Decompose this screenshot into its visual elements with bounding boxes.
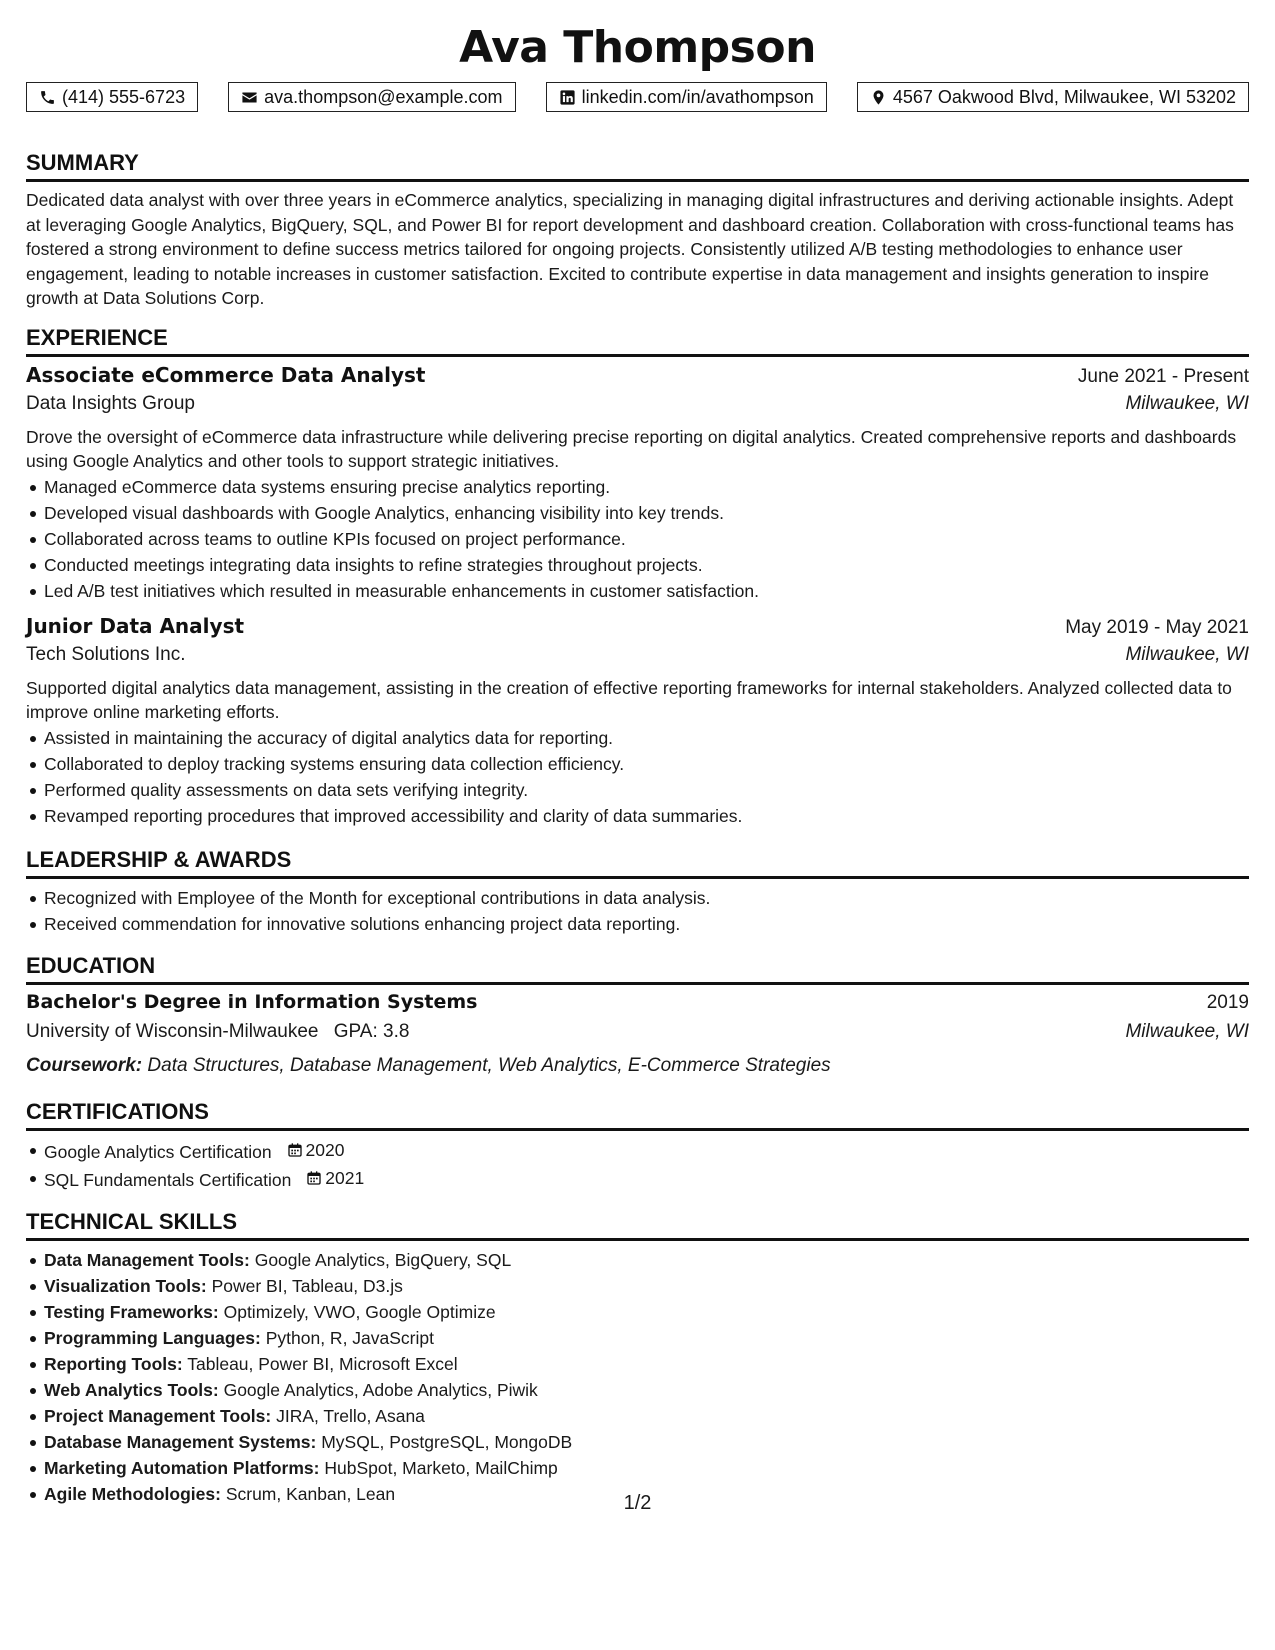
phone-text: (414) 555-6723 [62,86,186,107]
skill-value: Google Analytics, Adobe Analytics, Piwik [223,1379,538,1400]
job-company: Tech Solutions Inc. [26,643,186,665]
job-company: Data Insights Group [26,392,195,414]
map-pin-icon [870,89,887,106]
section-title-education: EDUCATION [26,953,1249,985]
skill-label: Web Analytics Tools: [44,1379,219,1400]
certification-year: 2020 [305,1139,345,1160]
skill-label: Reporting Tools: [44,1353,183,1374]
list-item: Led A/B test initiatives which resulted in measurable enhancements in customer satisfaction. [44,578,1249,604]
coursework-label: Coursework: [26,1054,143,1076]
section-title-certifications: CERTIFICATIONS [26,1099,1249,1131]
job-dates: June 2021 - Present [1077,365,1249,387]
school-name: University of Wisconsin-Milwaukee [26,1020,319,1042]
job-description: Drove the oversight of eCommerce data infrastructure while delivering precise reporting on digital analytics. Created comprehensive reports and dashboards using Google Analytics and other tools to support strategic initiatives. [26,426,1237,471]
job-location: Milwaukee, WI [1125,392,1249,414]
list-item: Performed quality assessments on data sets verifying integrity. [44,777,1249,803]
section-title-experience: EXPERIENCE [26,325,1249,357]
certification-list [26,1137,1249,1193]
list-item: Received commendation for innovative solutions enhancing project data reporting. [44,911,1249,937]
list-item [44,1377,1249,1403]
list-item: Managed eCommerce data systems ensuring precise analytics reporting. [44,474,1249,500]
list-item: Collaborated to deploy tracking systems ensuring data collection efficiency. [44,751,1249,777]
contact-phone[interactable] [26,82,198,112]
job-bullets [26,474,1249,604]
list-item: Assisted in maintaining the accuracy of digital analytics data for reporting. [44,725,1249,751]
coursework-list: Data Structures, Database Management, Web Analytics, E-Commerce Strategies [147,1054,831,1076]
phone-icon [39,89,56,106]
skill-label: Data Management Tools: [44,1249,250,1270]
list-item [44,1429,1249,1455]
certification-name: Google Analytics Certification [44,1141,272,1162]
summary-section [26,150,1249,311]
summary-text: Dedicated data analyst with over three years in eCommerce analytics, specializing in managing digital infrastructures and deriving actionable insights. Adept at leveraging Google Analytics, BigQuery, SQL, and Power BI for report development and dashboard creation. Collaboration with cross-functional teams has fostered a strong environment to define success metrics tailored for ongoing projects. Consistently utilized A/B testing methodologies to enhance user engagement, leading to notable increases in customer satisfaction. Excited to contribute expertise in data management and insights generation to inspire growth at Data Solutions Corp. [26,190,1234,308]
section-title-leadership: LEADERSHIP & AWARDS [26,847,1249,879]
list-item [44,1299,1249,1325]
skill-value: Tableau, Power BI, Microsoft Excel [187,1353,458,1374]
candidate-name: Ava Thompson [459,22,816,73]
list-item: Revamped reporting procedures that improved accessibility and clarity of data summaries. [44,803,1249,829]
list-item [44,1325,1249,1351]
calendar-icon [306,1170,322,1186]
skill-value: Optimizely, VWO, Google Optimize [223,1301,496,1322]
page-number: 1/2 [623,1492,652,1514]
email-text: ava.thompson@example.com [264,86,503,107]
skills-section [26,1209,1249,1507]
list-item [44,1165,1249,1193]
skill-value: HubSpot, Marketo, MailChimp [324,1457,558,1478]
list-item [44,1247,1249,1273]
skill-label: Visualization Tools: [44,1275,207,1296]
contact-linkedin[interactable] [546,82,827,112]
skill-label: Project Management Tools: [44,1405,272,1426]
job-dates: May 2019 - May 2021 [1065,616,1249,638]
list-item [44,1403,1249,1429]
calendar-icon [287,1142,303,1158]
list-item: Developed visual dashboards with Google Analytics, enhancing visibility into key trends. [44,500,1249,526]
section-title-summary: SUMMARY [26,150,1249,182]
skill-label: Programming Languages: [44,1327,261,1348]
skill-value: Scrum, Kanban, Lean [225,1483,396,1504]
skill-label: Testing Frameworks: [44,1301,219,1322]
graduation-year: 2019 [1206,991,1249,1013]
certification-year: 2021 [325,1167,365,1188]
job-title: Associate eCommerce Data Analyst [26,362,426,387]
list-item: Collaborated across teams to outline KPIs focused on project performance. [44,526,1249,552]
job-entry [26,614,1249,829]
education-section [26,953,1249,1081]
skill-value: JIRA, Trello, Asana [276,1405,425,1426]
address-text: 4567 Oakwood Blvd, Milwaukee, WI 53202 [892,86,1236,107]
skill-label: Database Management Systems: [44,1431,317,1452]
job-entry [26,363,1249,604]
list-item [44,1351,1249,1377]
degree-title: Bachelor's Degree in Information Systems [26,990,478,1013]
job-title: Junior Data Analyst [26,613,245,638]
skill-value: MySQL, PostgreSQL, MongoDB [321,1431,573,1452]
job-location: Milwaukee, WI [1125,643,1249,665]
leadership-bullets [26,885,1249,937]
skill-value: Power BI, Tableau, D3.js [211,1275,403,1296]
list-item: Conducted meetings integrating data insights to refine strategies throughout projects. [44,552,1249,578]
section-title-skills: TECHNICAL SKILLS [26,1209,1249,1241]
leadership-section [26,847,1249,937]
skill-label: Marketing Automation Platforms: [44,1457,320,1478]
certifications-section [26,1099,1249,1193]
skill-value: Google Analytics, BigQuery, SQL [254,1249,512,1270]
envelope-icon [241,89,258,106]
job-bullets [26,725,1249,829]
list-item [44,1273,1249,1299]
linkedin-text: linkedin.com/in/avathompson [581,86,814,107]
skill-label: Agile Methodologies: [44,1483,221,1504]
job-description: Supported digital analytics data management, assisting in the creation of effective reporting frameworks for internal stakeholders. Analyzed collected data to improve online marketing efforts. [26,677,1232,722]
linkedin-icon [559,89,576,106]
list-item [44,1455,1249,1481]
contact-address[interactable] [857,82,1249,112]
list-item: Recognized with Employee of the Month for exceptional contributions in data analysis. [44,885,1249,911]
skills-list [26,1247,1249,1507]
list-item [44,1137,1249,1165]
certification-name: SQL Fundamentals Certification [44,1169,292,1190]
contact-bar [26,82,1249,112]
experience-section [26,325,1249,829]
skill-value: Python, R, JavaScript [265,1327,434,1348]
school-location: Milwaukee, WI [1125,1020,1249,1042]
gpa: GPA: 3.8 [333,1020,410,1042]
contact-email[interactable] [228,82,515,112]
coursework [26,1051,1249,1081]
